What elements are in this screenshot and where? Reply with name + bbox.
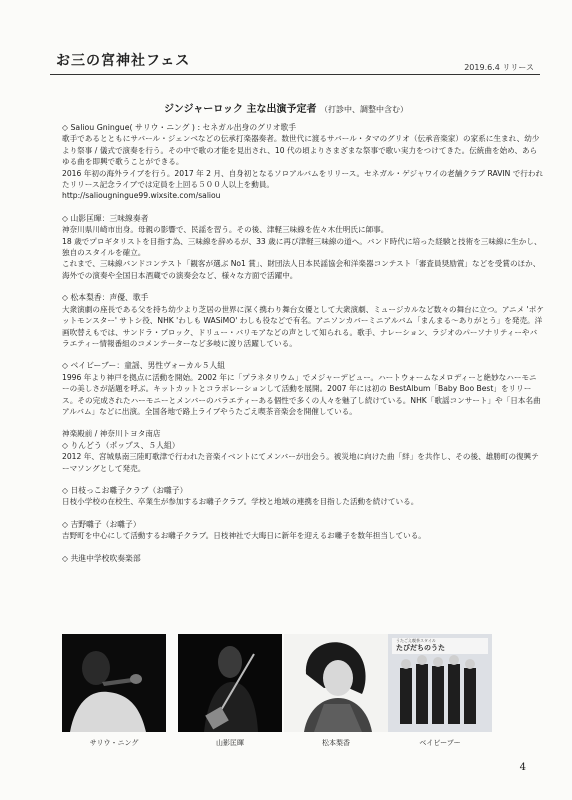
performer-entry bbox=[62, 519, 544, 542]
photo-saliou bbox=[62, 634, 166, 732]
performer-entry bbox=[62, 360, 544, 417]
heading-note: （打診中、調整中含む） bbox=[320, 105, 409, 114]
performer-description: 1996 年より神戸を拠点に活動を開始。2002 年に「プラネタリウム」でメジャーデビュー。ハートウォームなメロディーと絶妙なハーモニーの美しさが話題を呼ぶ。キットカットとコラボレーションして活動を展開。2007 年には初の BestAlbum「Baby Boo Best」をリリース。その完成されたハーモニーとメンバーのバラエティーある個性で多くの人々を魅了し続けている。NHK「歌謡コンサート」や「日本名曲アルバム」などに出演。全国各地で路上ライブやうたごえ喫茶音楽会を開催している。 bbox=[62, 372, 541, 416]
performer-entry bbox=[62, 292, 544, 349]
header-title: お三の宮神社フェス bbox=[56, 53, 191, 69]
photo-row bbox=[62, 634, 514, 754]
photo-babyboo-cd bbox=[388, 634, 492, 732]
performer-description: 2016 年初の海外ライブを行う。2017 年 2 月、自身初となるソロアルバムをリリース。セネガル・ゲジャワイの老舗クラブ RAVIN で行われたリリース記念ライブでは定員を上回る５００人以上を動員。 bbox=[62, 168, 544, 190]
release-date: 2019.6.4 リリース bbox=[464, 63, 534, 72]
performer-heading: ◇ 山影匡暉：三味線奏者 bbox=[62, 213, 149, 223]
performer-heading: ◇ 日枝っこお囃子クラブ（お囃子） bbox=[62, 485, 188, 495]
photo-matsumoto bbox=[284, 634, 388, 732]
performer-description: 18 歳でプロギタリストを目指す為、三味線を辞めるが、33 歳に再び津軽三味線の道へ。バンド時代に培った経験と技術を三味線に生かし、独自のスタイルを確立。 bbox=[62, 236, 542, 258]
performer-heading: ◇ Saliou Gningue( サリウ・ニング ) : セネガル出身のグリオ歌手 bbox=[62, 123, 297, 132]
cd-title: たびだちのうた bbox=[396, 644, 445, 652]
photo-card bbox=[284, 634, 388, 748]
performer-entry bbox=[62, 553, 544, 564]
performer-description: これまで、三味線バンドコンテスト「観客が選ぶ No1 賞」、財団法人日本民謡協会和洋楽器コンテスト「審査員奨励賞」などを受賞のほか、海外での演奏や全国日本酒蔵での演奏会など、様々な方面で活躍中。 bbox=[62, 259, 541, 280]
document-heading bbox=[0, 100, 572, 115]
photo-caption: 松本梨香 bbox=[322, 739, 350, 747]
photo-caption: ベイビーブー bbox=[419, 739, 461, 747]
performer-entry bbox=[62, 485, 544, 508]
performer-heading: ◇ 松本梨香：声優、歌手 bbox=[62, 293, 149, 303]
performer-description: 日枝小学校の在校生、卒業生が参加するお囃子クラブ。学校と地域の連携を目指した活動を続けている。 bbox=[62, 497, 419, 507]
performer-list bbox=[62, 122, 544, 575]
performer-link[interactable]: http://saliougningue99.wixsite.com/saliou bbox=[62, 191, 221, 201]
venue-label: 神楽殿前 / 神奈川トヨタ南店 bbox=[62, 429, 161, 439]
photo-caption: サリウ・ニング bbox=[89, 739, 139, 747]
performer-heading: ◇ りんどう（ポップス、５人組） bbox=[62, 440, 180, 450]
cd-subtitle: うたごえ喫茶スタイル bbox=[396, 638, 436, 643]
heading-main: ジンジャーロック 主な出演予定者 bbox=[163, 104, 317, 115]
performer-description: 2012 年、宮城県南三陸町歌津で行われた音楽イベントにてメンバーが出会う。被災地に向けた曲「絆」を共作し、その後、雄勝町の復興テーマソングとして発売。 bbox=[62, 452, 539, 473]
photo-caption: 山影匡暉 bbox=[216, 739, 244, 747]
photo-yamakage bbox=[178, 634, 282, 732]
performer-description: 歌手であるとともにサバール・ジェンベなどの伝承打楽器奏者。数世代に渡るサバール・タマのグリオ（伝承音楽家）の家系に生まれ、幼少より祭事 / 儀式で演奏を行う。その中で歌の才能を見出され、10 代の頃よりさまざまな祭事で歌い実力をつけてきた。伝統曲を始め、あらゆる曲を即興で歌うことができる。 bbox=[62, 134, 540, 167]
performer-description: 吉野町を中心にして活動するお囃子クラブ。日枝神社で大晦日に新年を迎えるお囃子を数年担当している。 bbox=[62, 531, 426, 541]
page-number: 4 bbox=[519, 762, 526, 773]
performer-heading: ◇ 共進中学校吹奏楽部 bbox=[62, 553, 141, 563]
performer-entry bbox=[62, 213, 544, 281]
performer-entry bbox=[62, 428, 544, 474]
performer-heading: ◇ 吉野囃子（お囃子） bbox=[62, 519, 141, 529]
photo-card bbox=[388, 634, 492, 748]
performer-description: 大衆演劇の座長である父を持ち幼少より芝居の世界に深く携わり舞台女優として大衆演劇、ミュージカルなど数々の舞台に立つ。アニメ 'ポケットモンスター' サトシ役、NHK 'わしも WASiMO' わしも役などで有名。アニソンカバーミニアルバム「まんまる〜ありがとう」を発売。洋画吹替えもでは、サンドラ・ブロック、ドリュー・バリモアなどの声として知られる。歌手、ナレーション、ラジオのパーソナリティーやバラエティー情報番組のコメンテーターなど多岐に渡り活躍している。 bbox=[62, 304, 544, 348]
performer-heading: ◇ ベイビーブー：童謡、男性ヴォーカル５人組 bbox=[62, 361, 226, 371]
performer-entry bbox=[62, 122, 544, 202]
header-rule bbox=[50, 74, 540, 75]
photo-card bbox=[62, 634, 166, 748]
photo-card bbox=[178, 634, 282, 748]
performer-description: 神奈川県川崎市出身。母親の影響で、民謡を習う。その後、津軽三味線を佐々木仕明氏に師事。 bbox=[62, 225, 389, 235]
